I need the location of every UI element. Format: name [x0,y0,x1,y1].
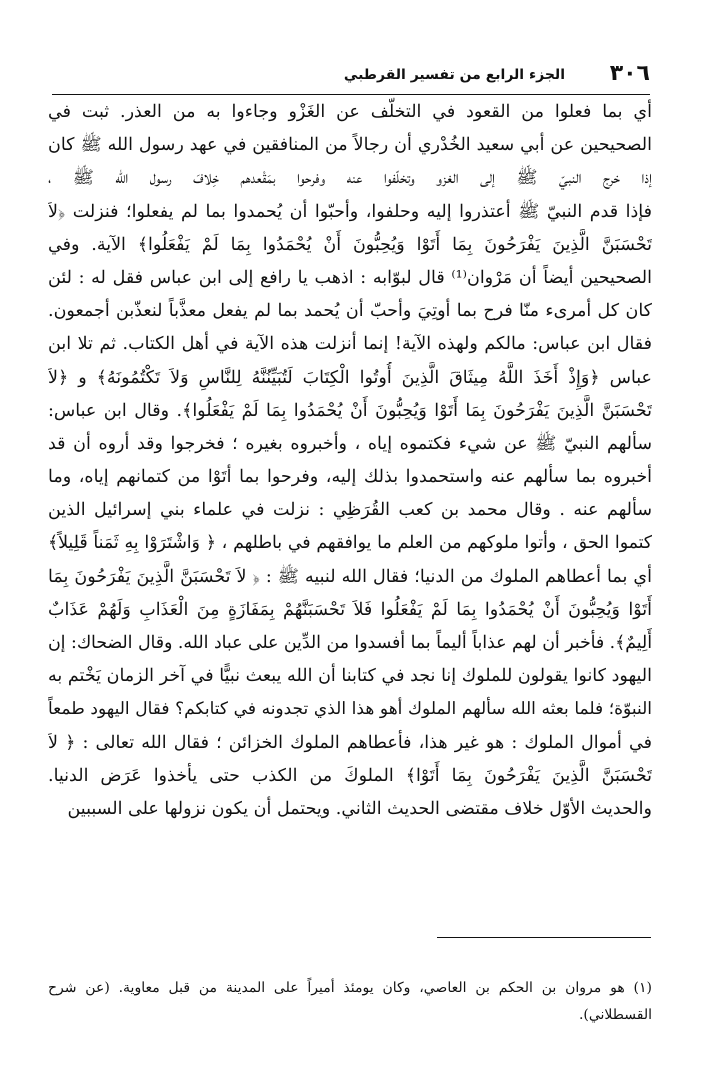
text-line: عباس ﴿وَإِذْ أَخَذَ اللَّهُ مِيثَاقَ الَّذِينَ أُوتُوا الْكِتَابَ لَتُبَيِّنُنَّهُ لِلنَّاسِ وَلاَ تَكْتُمُونَهُ﴾ و ﴿لاَ [48,367,652,388]
text-line: أي بما أعطاهم الملوك من الدنيا؛ فقال الله لنبيه ﷺ : ﴿ لاَ تَحْسَبَنَّ الَّذِينَ يَفْرَحُونَ بِمَا [48,566,652,587]
text-line: فإذا قدم النبيّ ﷺ أعتذروا إليه وحلفوا، وأحبّوا أن يُحمدوا بما لم يفعلوا؛ فنزلت ﴿لاَ [48,201,652,222]
text-line: النبوّة؛ فلما بعثه الله سألهم الملوك أهو هذا الذي تجدونه في كتابكم؟ فقال اليهود طمعاً [48,699,652,720]
text-line: أخبروه بما سألهم عنه واستحمدوا بذلك إليه، وفرحوا بما أتَوْا من كتمانهم إياه، وما [48,467,652,488]
page-header [52,60,650,92]
text-line: أَتَوْا وَيُحِبُّونَ أَنْ يُحْمَدُوا بِمَا لَمْ يَفْعَلُوا فَلاَ تَحْسَبَنَّهُمْ بِمَفَازَةٍ مِنَ الْعَذَابِ وَلَهُمْ عَذَابٌ [48,599,652,620]
text-line: اليهود كانوا يقولون للملوك إنا نجد في كتابنا أن الله يبعث نبيًّا في آخر الزمان يَخْتم به [48,666,652,687]
text-line: كتموا الحق ، وأتوا ملوكهم من العلم ما يوافقهم في باطلهم ، ﴿ وَاشْتَرَوْا بِهِ ثَمَناً قَلِيلاً﴾ [48,533,652,554]
footnote-line: القسطلاني). [578,1007,652,1023]
text-line: تَحْسَبَنَّ الَّذِينَ يَفْرَحُونَ بِمَا أَتَوْا﴾ الملوكَ من الكذب حتى يأخذوا عَرَض الدنيا. [48,765,652,786]
text-line: كان كل أمرىء منّا فرح بما أوتِيَ وأحبّ أن يُحمد بما لم يفعل معذَّباً لنعذّبن أجمعون. [48,301,652,322]
text-line: فقال ابن عباس: مالكم ولهذه الآية! إنما أنزلت هذه الآية في أهل الكتاب. ثم تلا ابن [48,334,652,355]
text-line: أَلِيمٌ﴾. فأخبر أن لهم عذاباً أليماً بما أفسدوا من الدِّين على عباد الله. وقال الضحاك: إن [48,633,652,653]
text-line: أي بما فعلوا من القعود في التخلّف عن الغَزْو وجاءوا به من العذر. ثبت في [48,102,652,122]
text-line: سألهم عنه . وقال محمد بن كعب القُرَظِي : نزلت في علماء بني إسرائيل الذين [48,500,652,521]
text-line: تَحْسَبَنَّ الَّذِينَ يَفْرَحُونَ بِمَا أَتَوْا وَيُحِبُّونَ أَنْ يُحْمَدُوا بِمَا لَمْ يَفْعَلُوا﴾. وقال ابن عباس: [48,400,652,421]
text-line: في أموال الملوك : هو غير هذا، فأعطاهم الملوك الخزائن ؛ فقال الله تعالى : ﴿ لاَ [48,732,652,753]
footnote-divider [437,937,651,938]
text-line: سألهم النبيّ ﷺ عن شيء فكتموه إياه ، وأخبروه بغيره ؛ فخرجوا وقد أروه أن قد [48,433,652,454]
running-title: الجزء الرابع من تفسير القرطبي [343,67,565,83]
text-line: والحديث الأوّل خلاف مقتضى الحديث الثاني. ويحتمل أن يكون نزولها على السببين [67,798,652,819]
page-number: ٣٠٦ [609,61,650,86]
text-line: الصحيحين أيضاً أن مَرْوان⁽¹⁾ قال لبوّابه : اذهب يا رافع إلى ابن عباس فقل له : لئن [48,267,652,288]
text-line: إذا خرج النبيّ ﷺ إلى الغزو وتخلّفوا عنه وفرحوا بمَقْعدهم خِلافَ رسول الله ﷺ ، [48,168,652,189]
footnote [48,975,652,1029]
footnote-line: (١) هو مروان بن الحكم بن العاصي، وكان يومئذ أميراً على المدينة من قبل معاوية. (عن شرح [48,980,652,996]
text-line: تَحْسَبَنَّ الَّذِينَ يَفْرَحُونَ بِمَا أَتَوْا وَيُحِبُّونَ أَنْ يُحْمَدُوا بِمَا لَمْ يَفْعَلُوا﴾ الآية. وفي [48,234,652,255]
header-divider [52,94,650,95]
text-line: الصحيحين عن أبي سعيد الخُدْري أن رجالاً من المنافقين في عهد رسول الله ﷺ كان [48,135,652,156]
main-text [48,96,652,826]
